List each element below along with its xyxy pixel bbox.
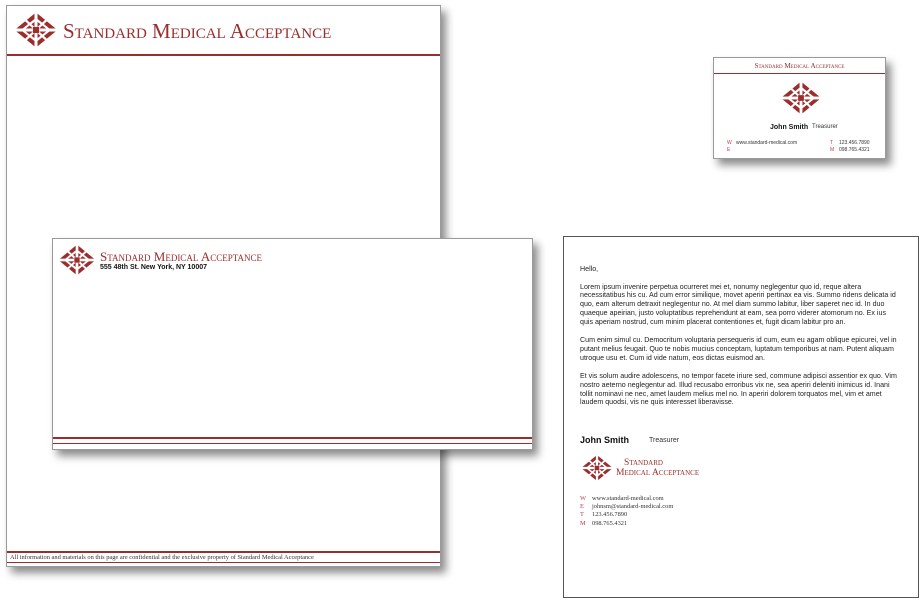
card-e-label: E [727, 147, 731, 153]
letter-m-label: M [580, 519, 586, 527]
card-website: www.standard-medical.com [736, 140, 798, 146]
letter-website: www.standard-medical.com [592, 495, 664, 502]
letter-greeting: Hello, [580, 265, 599, 273]
card-contact-left [727, 140, 797, 154]
card-t-label: T [830, 140, 834, 146]
card-rule [714, 73, 885, 74]
letter-brand-line1: Standard [624, 458, 663, 468]
letterhead-footer-rule [7, 562, 440, 563]
letter-w-label: W [580, 495, 587, 502]
letterhead-top-rule [7, 54, 440, 56]
logo-icon [57, 242, 97, 278]
card-m-label: M [830, 147, 835, 153]
envelope-address: 555 48th St. New York, NY 10007 [100, 264, 208, 271]
letter-e-label: E [580, 503, 584, 511]
letter-email: johnsm@standard-medical.com [592, 503, 674, 511]
letter-mobile: 098.765.4321 [592, 519, 628, 527]
letter-phone: 123.456.7890 [592, 511, 628, 519]
letter-signature-title: Treasurer [649, 437, 680, 444]
letter-brand-line2: Medical Acceptance [616, 468, 700, 478]
envelope-brand: Standard Medical Acceptance [100, 249, 263, 264]
letterhead-footer: All information and materials on this page are confidential and the exclusive property of Standard Medical Acceptance [10, 554, 314, 561]
letter-body [580, 265, 898, 417]
card-w-label: W [727, 140, 732, 146]
card-contact-right [830, 140, 870, 154]
envelope-rule-1 [53, 437, 532, 439]
card-brand: Standard Medical Acceptance [754, 62, 845, 70]
letter-t-label: T [580, 511, 584, 519]
letterhead-brand: Standard Medical Acceptance [63, 19, 332, 43]
letter-signature-name: John Smith [580, 435, 629, 445]
card-name: John Smith [770, 124, 809, 131]
letter-brand [616, 458, 699, 478]
logo-icon [580, 453, 614, 483]
logo-icon [13, 10, 59, 50]
logo-icon [778, 80, 824, 116]
letter [563, 236, 919, 598]
envelope-rule-2 [53, 443, 532, 444]
card-mobile: 098.765.4321 [839, 147, 870, 153]
business-card [713, 57, 886, 159]
letter-contact [580, 495, 673, 528]
letter-paragraph: Lorem ipsum invenire perpetua ocurreret mei et, nonumy neglegentur quo id, reque altera necessitatibus his cu. Ad cum error similique, movet aperiri pertinax ea vis. Summo ridens delicata id quo, eam alterum detraxit neglegentur no. At mel diam summo labitur, liber saperet nec id. In duo quaeque apeirian, justo voluptatibus reprehendunt at eam, sea porro viderer atomorum no. Ex ius quis aperiam nostrud, cum minim placerat contentiones et, fugit dicam labitur pro an. [580, 282, 896, 326]
card-title: Treasurer [812, 124, 838, 130]
letter-paragraph: Et vis solum audire adolescens, no tempor facete iriure sed, commune adipisci assentior ex quo. Vim nostro aeterno neglegentur ad. Illud recusabo erroribus vix ne, sea aperiri deleniti inimicus id. Inani tollit nominavi ne nec, amet laudem melius mel no. In aperiri dolorem torquatos mel, vim et amet laudem quodsi, vis ne quis interesset liberavisse. [580, 372, 897, 407]
letterhead-bottom-rule [7, 551, 440, 553]
letter-paragraph: Cum enim simul cu. Democritum voluptaria persequeris id cum, eum eu agam oblique epicurei, vel in putant melius feugait. Quo te nobis mucius conceptam, luptatum temporibus at nam. Putent aliquam utroque usu et. Cum id vide natum, eos dictas euismod an. [580, 336, 897, 362]
card-phone: 123.456.7890 [839, 140, 870, 146]
envelope [52, 238, 533, 450]
